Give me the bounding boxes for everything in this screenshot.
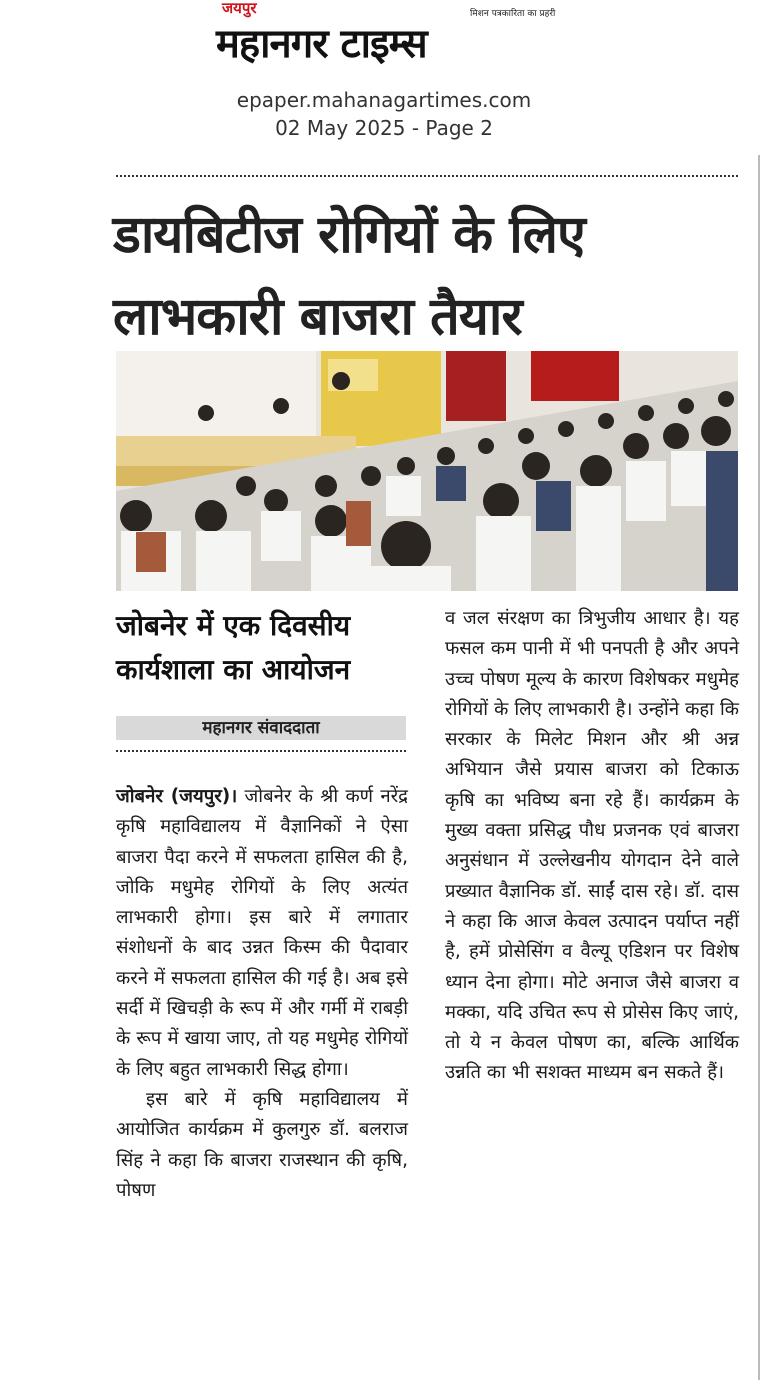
masthead-tagline: मिशन पत्रकारिता का प्रहरी (470, 9, 556, 19)
column-1-paragraph-2: इस बारे में कृषि महाविद्यालय में आयोजित कार्यक्रम में कुलगुरु डॉ. बलराज सिंह ने कहा कि बाजरा राजस्थान की कृषि, पोषण (116, 1088, 408, 1201)
byline: महानगर संवाददाता (202, 718, 320, 738)
newspaper-logo: महानगर टाइम्स (216, 21, 427, 67)
masthead (0, 0, 768, 150)
masthead-city: जयपुर (222, 0, 257, 17)
headline-line-1: डायबिटीज रोगियों के लिए (113, 205, 585, 265)
dateline: जोबनेर (जयपुर)। (116, 786, 238, 807)
top-dotted-divider (116, 175, 738, 177)
article-headline (113, 194, 743, 358)
article-column-2 (445, 604, 739, 1089)
workshop-photo (116, 351, 738, 591)
column-1-paragraph-1 (116, 782, 408, 1085)
subhead-line-1: जोबनेर में एक दिवसीय (116, 609, 351, 642)
article-subhead (116, 604, 416, 692)
column-1-text-1: जोबनेर के श्री कर्ण नरेंद्र कृषि महाविद्यालय में वैज्ञानिकों ने ऐसा बाजरा पैदा करने में सफलता हासिल की है, जोकि मधुमेह रोगियों के लिए अत्यंत लाभकारी होगा। इस बारे में लगातार संशोधनों के बाद उन्नत किस्म की पैदावार करने में सफलता हासिल की गई है। अब इसे सर्दी में खिचड़ी के रूप में और गर्मी में राबड़ी के रूप में खाया जाए, तो यह मधुमेह रोगियों के लिए बहुत लाभकारी सिद्ध होगा। (116, 786, 409, 1080)
article-column-1 (116, 782, 408, 1206)
subhead-line-2: कार्यशाला का आयोजन (116, 653, 351, 686)
right-column-rule (758, 155, 760, 1380)
headline-line-2: लाभकारी बाजरा तैयार (113, 287, 522, 347)
column-2-paragraph: व जल संरक्षण का त्रिभुजीय आधार है। यह फसल कम पानी में भी पनपती है और अपने उच्च पोषण मूल्य के कारण विशेषकर मधुमेह रोगियों के लिए लाभकारी है। उन्होंने कहा कि सरकार के मिलेट मिशन और श्री अन्न अभियान जैसे प्रयास बाजरा को टिकाऊ कृषि का भविष्य बना रहे हैं। कार्यक्रम के मुख्य वक्ता प्रसिद्ध पौध प्रजनक एवं बाजरा अनुसंधान में उल्लेखनीय योगदान देने वाले प्रख्यात वैज्ञानिक डॉ. साईं दास रहे। डॉ. दास ने कहा कि आज केवल उत्पादन पर्याप्त नहीं है, हमें प्रोसेसिंग व वैल्यू एडिशन पर विशेष ध्यान देना होगा। मोटे अनाज जैसे बाजरा व मक्का, यदि उचित रूप से प्रोसेस किए जाएं, तो ये न केवल पोषण का, बल्कि आर्थिक उन्नति का भी सशक्त माध्यम बन सकते हैं। (445, 608, 739, 1084)
epaper-url: epaper.mahanagartimes.com (236, 88, 532, 112)
edition-date-page: 02 May 2025 - Page 2 (275, 116, 493, 140)
byline-dotted-divider (116, 750, 406, 752)
